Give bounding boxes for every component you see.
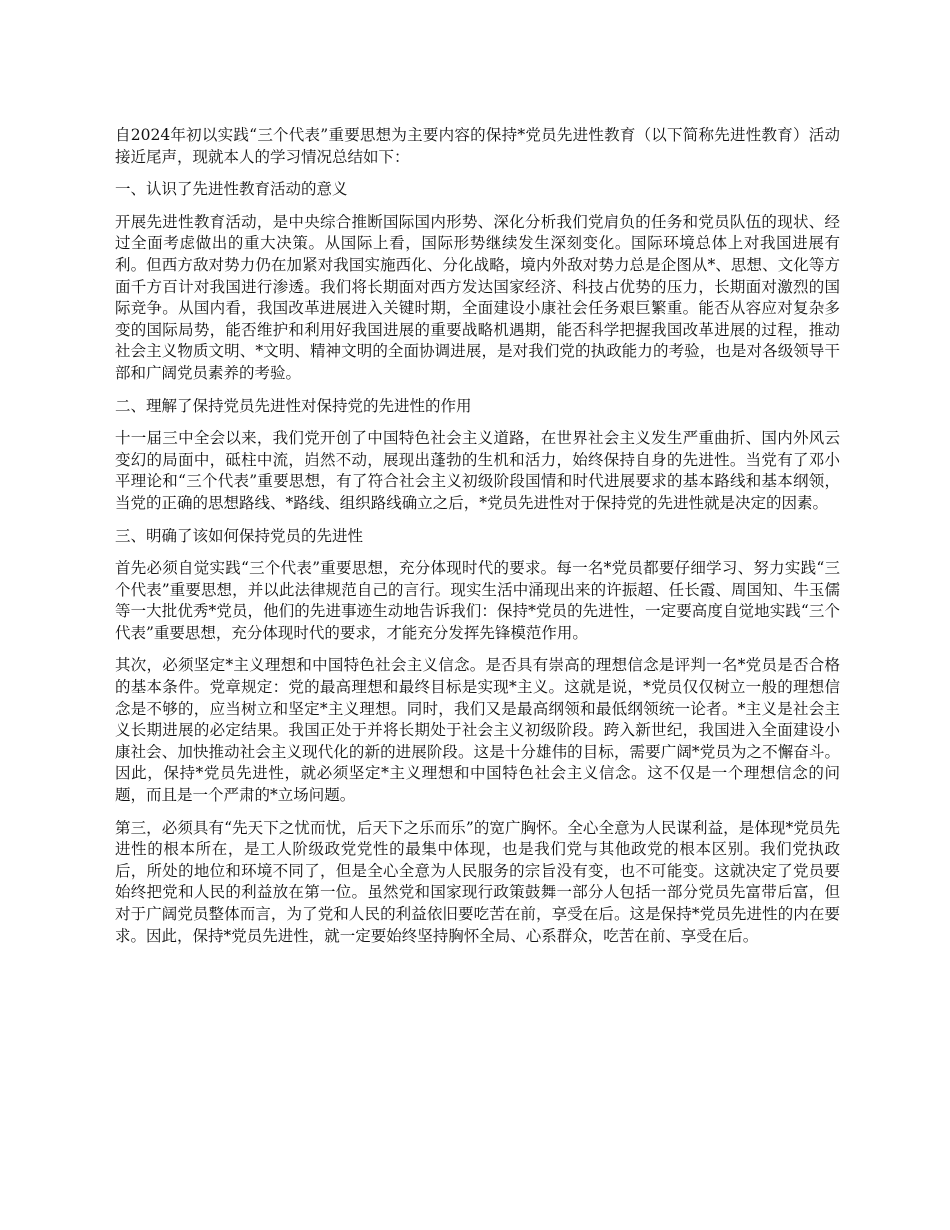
document-page xyxy=(115,125,840,958)
intro-paragraph: 自2024年初以实践“三个代表”重要思想为主要内容的保持*党员先进性教育（以下简称先进性教育）活动接近尾声，现就本人的学习情况总结如下： xyxy=(115,126,840,166)
section-3-heading: 三、明确了该如何保持党员的先进性 xyxy=(115,526,364,545)
section-3-paragraph-3: 第三，必须具有“先天下之忧而忧，后天下之乐而乐”的宽广胸怀。全心全意为人民谋利益，是体现*党员先进性的根本所在，是工人阶级政党党性的最集中体现，也是我们党与其他政党的根本区别。我们党执政后，所处的地位和环境不同了，但是全心全意为人民服务的宗旨没有变，也不可能变。这就决定了党员要始终把党和人民的利益放在第一位。虽然党和国家现行政策鼓舞一部分人包括一部分党员先富带后富，但对于广阔党员整体而言，为了党和人民的利益依旧要吃苦在前，享受在后。这是保持*党员先进性的内在要求。因此，保持*党员先进性，就一定要始终坚持胸怀全局、心系群众，吃苦在前、享受在后。 xyxy=(115,818,840,945)
section-3-paragraph-2: 其次，必须坚定*主义理想和中国特色社会主义信念。是否具有崇高的理想信念是评判一名*党员是否合格的基本条件。党章规定：党的最高理想和最终目标是实现*主义。这就是说，*党员仅仅树立一般的理想信念是不够的，应当树立和坚定*主义理想。同时，我们又是最高纲领和最低纲领统一论者。*主义是社会主义长期进展的必定结果。我国正处于并将长期处于社会主义初级阶段。跨入新世纪，我国进入全面建设小康社会、加快推动社会主义现代化的新的进展阶段。这是十分雄伟的目标，需要广阔*党员为之不懈奋斗。因此，保持*党员先进性，就必须坚定*主义理想和中国特色社会主义信念。这不仅是一个理想信念的问题，而且是一个严肃的*立场问题。 xyxy=(115,656,840,805)
section-2-paragraph: 十一届三中全会以来，我们党开创了中国特色社会主义道路，在世界社会主义发生严重曲折、国内外风云变幻的局面中，砥柱中流，岿然不动，展现出蓬勃的生机和活力，始终保持自身的先进性。当党有了邓小平理论和“三个代表”重要思想，有了符合社会主义初级阶段国情和时代进展要求的基本路线和基本纲领，当党的正确的思想路线、*路线、组织路线确立之后，*党员先进性对于保持党的先进性就是决定的因素。 xyxy=(115,429,840,512)
section-1-paragraph: 开展先进性教育活动，是中央综合推断国际国内形势、深化分析我们党肩负的任务和党员队伍的现状、经过全面考虑做出的重大决策。从国际上看，国际形势继续发生深刻变化。国际环境总体上对我国进展有利。但西方敌对势力仍在加紧对我国实施西化、分化战略，境内外敌对势力总是企图从*、思想、文化等方面千方百计对我国进行渗透。我们将长期面对西方发达国家经济、科技占优势的压力，长期面对激烈的国际竞争。从国内看，我国改革进展进入关键时期，全面建设小康社会任务艰巨繁重。能否从容应对复杂多变的国际局势，能否维护和利用好我国进展的重要战略机遇期，能否科学把握我国改革进展的过程，推动社会主义物质文明、*文明、精神文明的全面协调进展，是对我们党的执政能力的考验，也是对各级领导干部和广阔党员素养的考验。 xyxy=(115,212,840,382)
section-1-heading: 一、认识了先进性教育活动的意义 xyxy=(115,180,348,199)
section-2-heading: 二、理解了保持党员先进性对保持党的先进性的作用 xyxy=(115,396,472,415)
section-3-paragraph-1: 首先必须自觉实践“三个代表”重要思想，充分体现时代的要求。每一名*党员都要仔细学习、努力实践“三个代表”重要思想，并以此法律规范自己的言行。现实生活中涌现出来的许振超、任长霞、周国知、牛玉儒等一大批优秀*党员，他们的先进事迹生动地告诉我们：保持*党员的先进性，一定要高度自觉地实践“三个代表”重要思想，充分体现时代的要求，才能充分发挥先锋模范作用。 xyxy=(115,559,840,642)
